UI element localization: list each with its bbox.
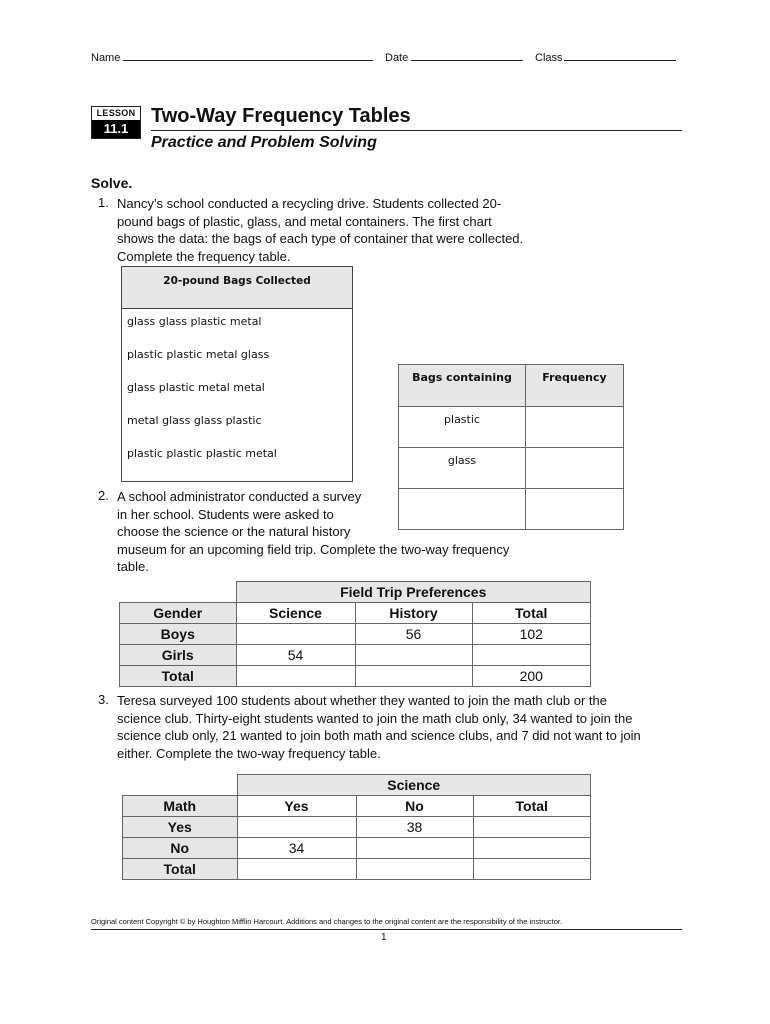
- field-trip-cell[interactable]: [355, 645, 472, 666]
- problem-1-line: pound bags of plastic, glass, and metal containers. The first chart: [117, 213, 492, 229]
- field-trip-header-history: History: [355, 603, 472, 624]
- page-subtitle: Practice and Problem Solving: [151, 134, 377, 151]
- problem-2-number: 2.: [98, 488, 109, 503]
- name-field[interactable]: [91, 50, 373, 64]
- problem-3-line: Teresa surveyed 100 students about whether they wanted to join the math club or the: [117, 693, 607, 708]
- math-science-cell[interactable]: [473, 859, 591, 880]
- field-trip-cell: 200: [472, 666, 591, 687]
- math-science-cell: 34: [237, 838, 356, 859]
- page-title: Two-Way Frequency Tables: [151, 105, 411, 127]
- math-science-header-yes: Yes: [237, 796, 356, 817]
- problem-1-line: Nancy’s school conducted a recycling drive. Students collected 20-: [117, 196, 502, 211]
- problem-3-text: [117, 692, 641, 762]
- bags-collected-row: glass glass plastic metal: [127, 315, 262, 328]
- problem-2-line: choose the science or the natural history: [117, 524, 351, 539]
- field-trip-header-gender: Gender: [120, 603, 237, 624]
- problem-1-line: shows the data: the bags of each type of container that were collected.: [117, 231, 524, 246]
- problem-3-line: science club only, 21 wanted to join both math and science clubs, and 7 did not want to join: [117, 728, 641, 743]
- field-trip-cell: 54: [236, 645, 355, 666]
- math-science-cell[interactable]: [237, 817, 356, 838]
- bags-collected-row: glass plastic metal metal: [127, 381, 265, 394]
- bags-collected-chart: [121, 266, 353, 482]
- math-science-cell[interactable]: [356, 838, 473, 859]
- problem-3-line: science club. Thirty-eight students wanted to join the math club only, 34 wanted to join the: [117, 710, 633, 726]
- math-science-cell[interactable]: [237, 859, 356, 880]
- bags-collected-row: plastic plastic metal glass: [127, 348, 270, 361]
- date-label: Date: [385, 52, 409, 64]
- field-trip-cell[interactable]: [236, 666, 355, 687]
- problem-2-line: in her school. Students were asked to: [117, 506, 334, 522]
- frequency-row-label: plastic: [399, 407, 526, 448]
- problem-1-text: [117, 195, 523, 265]
- frequency-input-cell[interactable]: [526, 448, 624, 489]
- lesson-badge: [91, 106, 141, 139]
- footer-divider: [91, 929, 682, 930]
- class-field[interactable]: [535, 50, 676, 64]
- math-science-header-total: Total: [473, 796, 591, 817]
- bags-collected-title: 20-pound Bags Collected: [122, 267, 352, 309]
- field-trip-header-science: Science: [236, 603, 355, 624]
- problem-3-number: 3.: [98, 692, 109, 707]
- frequency-input-cell[interactable]: [526, 407, 624, 448]
- field-trip-group-title: Field Trip Preferences: [236, 582, 591, 603]
- field-trip-row-boys: Boys: [120, 624, 237, 645]
- math-science-cell[interactable]: [356, 859, 473, 880]
- empty-corner: [120, 582, 237, 603]
- date-blank[interactable]: [411, 50, 523, 61]
- problem-1-line: Complete the frequency table.: [117, 248, 291, 264]
- bags-collected-row: plastic plastic plastic metal: [127, 447, 277, 460]
- problem-2-line: museum for an upcoming field trip. Complete the two-way frequency: [117, 541, 510, 557]
- solve-heading: Solve.: [91, 175, 133, 191]
- math-science-cell: 38: [356, 817, 473, 838]
- field-trip-row-total: Total: [120, 666, 237, 687]
- problem-2-line: table.: [117, 559, 149, 574]
- math-science-header-math: Math: [123, 796, 238, 817]
- math-science-row-total: Total: [123, 859, 238, 880]
- field-trip-cell: 102: [472, 624, 591, 645]
- frequency-header-bags: Bags containing: [399, 365, 526, 407]
- frequency-row-label: glass: [399, 448, 526, 489]
- lesson-label: LESSON: [96, 108, 136, 118]
- math-science-row-yes: Yes: [123, 817, 238, 838]
- name-blank[interactable]: [123, 50, 373, 61]
- math-science-header-no: No: [356, 796, 473, 817]
- lesson-number: 11.1: [92, 120, 140, 138]
- title-divider: [151, 130, 682, 131]
- frequency-input-cell[interactable]: [526, 489, 624, 530]
- frequency-header-frequency: Frequency: [526, 365, 624, 407]
- math-science-table: [122, 774, 591, 880]
- math-science-group-title: Science: [237, 775, 591, 796]
- problem-1-number: 1.: [98, 195, 109, 210]
- problem-2-line: A school administrator conducted a survey: [117, 489, 362, 504]
- field-trip-row-girls: Girls: [120, 645, 237, 666]
- math-science-cell[interactable]: [473, 838, 591, 859]
- page-number: 1: [381, 932, 387, 943]
- field-trip-cell[interactable]: [472, 645, 591, 666]
- name-label: Name: [91, 52, 121, 64]
- field-trip-table: [119, 581, 591, 687]
- copyright-notice: Original content Copyright © by Houghton Mifflin Harcourt. Additions and changes to the original content are the responsibility of the instructor.: [91, 917, 563, 926]
- field-trip-header-total: Total: [472, 603, 591, 624]
- field-trip-cell[interactable]: [236, 624, 355, 645]
- field-trip-cell: 56: [355, 624, 472, 645]
- class-label: Class: [535, 52, 563, 64]
- field-trip-cell[interactable]: [355, 666, 472, 687]
- bags-collected-row: metal glass glass plastic: [127, 414, 262, 427]
- empty-corner: [123, 775, 238, 796]
- date-field[interactable]: [385, 50, 523, 64]
- math-science-row-no: No: [123, 838, 238, 859]
- math-science-cell[interactable]: [473, 817, 591, 838]
- problem-3-line: either. Complete the two-way frequency table.: [117, 745, 381, 761]
- class-blank[interactable]: [564, 50, 676, 61]
- problem-2-text: [117, 488, 509, 576]
